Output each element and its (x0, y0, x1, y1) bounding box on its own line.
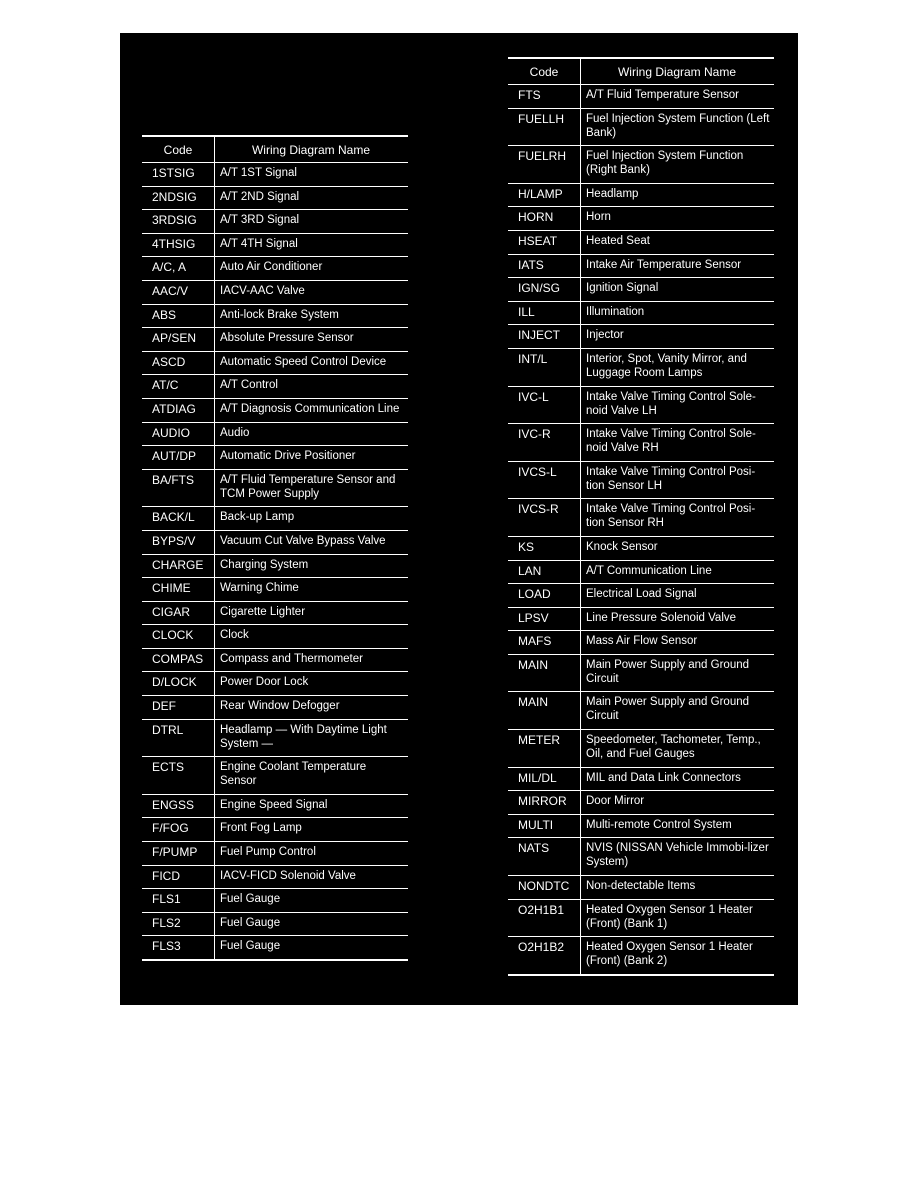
row-name: Front Fog Lamp (214, 818, 408, 841)
table-row (508, 791, 774, 815)
table-header (508, 57, 774, 85)
row-code: NATS (518, 841, 550, 856)
row-code: ASCD (152, 354, 186, 369)
table-row (142, 446, 408, 470)
row-code: DEF (152, 699, 176, 714)
row-code: IVCS-L (518, 464, 557, 479)
header-name: Wiring Diagram Name (251, 142, 371, 157)
row-name: Multi-remote Control System (580, 815, 774, 838)
row-code: O2H1B1 (518, 902, 565, 917)
table-row (508, 387, 774, 425)
row-name: MIL and Data Link Connectors (580, 768, 774, 791)
table-row (508, 768, 774, 792)
row-name: A/T Communication Line (580, 561, 774, 584)
table-row (508, 584, 774, 608)
table-row (508, 608, 774, 632)
table-row (142, 649, 408, 673)
table-row (508, 655, 774, 693)
table-row (142, 720, 408, 758)
row-name: Non-detectable Items (580, 876, 774, 899)
row-name: Rear Window Defogger (214, 696, 408, 719)
row-name: Door Mirror (580, 791, 774, 814)
row-code: HSEAT (518, 233, 558, 248)
row-name: Anti-lock Brake System (214, 305, 408, 328)
table-row (508, 561, 774, 585)
table-row (508, 900, 774, 938)
table-row (508, 692, 774, 730)
row-name: Knock Sensor (580, 537, 774, 560)
row-name: Fuel Injection System Function (Right Bank) (580, 146, 774, 183)
table-row (508, 146, 774, 184)
row-code: BYPS/V (152, 533, 196, 548)
row-code: AAC/V (152, 283, 189, 298)
row-code: CHIME (152, 581, 191, 596)
row-code: MAIN (518, 695, 548, 710)
row-name: Horn (580, 207, 774, 230)
row-name: Illumination (580, 302, 774, 325)
table-row (142, 234, 408, 258)
row-code: HORN (518, 210, 554, 225)
table-row (508, 349, 774, 387)
row-name: Fuel Gauge (214, 889, 408, 912)
table-row (508, 278, 774, 302)
table-row (142, 507, 408, 531)
row-code: ATDIAG (152, 401, 196, 416)
row-code: F/PUMP (152, 845, 198, 860)
row-code: BACK/L (152, 510, 195, 525)
row-code: FLS1 (152, 892, 181, 907)
table-row (142, 842, 408, 866)
table-row (142, 187, 408, 211)
table-row (142, 818, 408, 842)
row-name: Fuel Gauge (214, 913, 408, 936)
table-row (508, 231, 774, 255)
row-name: Main Power Supply and Ground Circuit (580, 655, 774, 692)
row-code: FTS (518, 88, 541, 102)
table-row (142, 328, 408, 352)
row-code: IGN/SG (518, 281, 561, 296)
row-code: F/FOG (152, 821, 189, 836)
row-code: FUELRH (518, 149, 567, 164)
row-name: Electrical Load Signal (580, 584, 774, 607)
row-code: FLS3 (152, 939, 181, 954)
row-name: Audio (214, 423, 408, 446)
row-code: MAIN (518, 657, 548, 672)
row-name: A/T 3RD Signal (214, 210, 408, 233)
row-name: Automatic Drive Positioner (214, 446, 408, 469)
row-code: ECTS (152, 760, 185, 775)
table-row (508, 207, 774, 231)
row-code: METER (518, 733, 560, 748)
row-name: Warning Chime (214, 578, 408, 601)
table-row (142, 795, 408, 819)
table-row (508, 424, 774, 462)
row-code: CIGAR (152, 604, 191, 619)
row-code: 4THSIG (152, 236, 196, 251)
table-row (508, 937, 774, 975)
row-name: Fuel Gauge (214, 936, 408, 959)
table-row (142, 470, 408, 508)
table-row (508, 85, 774, 109)
row-name: Clock (214, 625, 408, 648)
row-code: FLS2 (152, 915, 181, 930)
table-row (142, 423, 408, 447)
row-code: AUT/DP (152, 449, 197, 464)
row-code: 1STSIG (152, 166, 195, 180)
row-code: LOAD (518, 587, 551, 602)
row-code: BA/FTS (152, 472, 195, 487)
table-row (142, 352, 408, 376)
row-code: INJECT (518, 328, 560, 343)
row-name: NVIS (NISSAN Vehicle Immobi-lizer System) (580, 838, 774, 875)
row-name: Interior, Spot, Vanity Mirror, and Luggage Room Lamps (580, 349, 774, 386)
row-name: Intake Air Temperature Sensor (580, 255, 774, 278)
table-row (142, 305, 408, 329)
row-name: A/T 2ND Signal (214, 187, 408, 210)
row-code: CHARGE (152, 557, 204, 572)
row-code: FICD (152, 868, 180, 883)
row-code: 2NDSIG (152, 189, 197, 204)
row-code: INT/L (518, 351, 548, 366)
table-row (142, 375, 408, 399)
row-code: D/LOCK (152, 675, 197, 690)
table-row (508, 876, 774, 900)
row-code: IVC-R (518, 427, 551, 442)
row-name: Back-up Lamp (214, 507, 408, 530)
row-name: Intake Valve Timing Control Posi-tion Sensor RH (580, 499, 774, 536)
table-row (142, 696, 408, 720)
table-row (142, 555, 408, 579)
row-code: O2H1B2 (518, 940, 565, 955)
row-name: Ignition Signal (580, 278, 774, 301)
row-code: COMPAS (152, 651, 204, 666)
row-name: Headlamp (580, 184, 774, 207)
table-row (142, 672, 408, 696)
wiring-code-table-right (508, 57, 774, 976)
table-row (142, 578, 408, 602)
row-code: IVC-L (518, 389, 549, 404)
wiring-code-table-left (142, 135, 408, 961)
row-name: Power Door Lock (214, 672, 408, 695)
table-row (508, 184, 774, 208)
row-name: Line Pressure Solenoid Valve (580, 608, 774, 631)
table-row (142, 163, 408, 187)
row-code: 3RDSIG (152, 213, 197, 228)
row-code: FUELLH (518, 111, 565, 126)
row-name: IACV-FICD Solenoid Valve (214, 866, 408, 889)
row-name: Heated Oxygen Sensor 1 Heater (Front) (Bank 2) (580, 937, 774, 974)
header-name: Wiring Diagram Name (617, 64, 737, 79)
row-code: H/LAMP (518, 186, 563, 201)
document-page-panel (120, 33, 798, 1005)
row-code: IVCS-R (518, 502, 559, 517)
row-name: Cigarette Lighter (214, 602, 408, 625)
row-code: ILL (518, 304, 535, 319)
row-name: Fuel Pump Control (214, 842, 408, 865)
row-code: AT/C (152, 378, 179, 393)
row-name: Main Power Supply and Ground Circuit (580, 692, 774, 729)
table-row (508, 838, 774, 876)
row-name: Vacuum Cut Valve Bypass Valve (214, 531, 408, 554)
table-row (142, 210, 408, 234)
row-code: ENGSS (152, 797, 195, 812)
row-code: IATS (518, 257, 544, 272)
row-name: A/T Diagnosis Communication Line (214, 399, 408, 422)
table-row (508, 730, 774, 768)
row-name: Compass and Thermometer (214, 649, 408, 672)
row-code: AUDIO (152, 425, 191, 440)
table-row (508, 499, 774, 537)
row-code: MIL/DL (518, 770, 557, 785)
row-name: Intake Valve Timing Control Posi-tion Sensor LH (580, 462, 774, 499)
table-row (508, 815, 774, 839)
table-row (142, 399, 408, 423)
row-name: A/T 1ST Signal (214, 163, 408, 186)
row-name: Injector (580, 325, 774, 348)
row-code: ABS (152, 307, 177, 322)
table-row (142, 889, 408, 913)
table-row (142, 936, 408, 960)
row-name: Intake Valve Timing Control Sole-noid Valve LH (580, 387, 774, 424)
row-name: Engine Speed Signal (214, 795, 408, 818)
row-name: Headlamp — With Daytime Light System — (214, 720, 408, 757)
row-name: Auto Air Conditioner (214, 257, 408, 280)
row-name: A/T Fluid Temperature Sensor (580, 85, 774, 108)
row-code: MULTI (518, 817, 554, 832)
row-name: Heated Seat (580, 231, 774, 254)
table-row (508, 537, 774, 561)
row-name: Speedometer, Tachometer, Temp., Oil, and Fuel Gauges (580, 730, 774, 767)
row-name: Mass Air Flow Sensor (580, 631, 774, 654)
table-header (142, 135, 408, 163)
row-name: Fuel Injection System Function (Left Bank) (580, 109, 774, 146)
row-name: Engine Coolant Temperature Sensor (214, 757, 408, 794)
row-code: DTRL (152, 722, 184, 737)
row-name: Automatic Speed Control Device (214, 352, 408, 375)
table-row (508, 631, 774, 655)
row-name: Heated Oxygen Sensor 1 Heater (Front) (Bank 1) (580, 900, 774, 937)
row-name: IACV-AAC Valve (214, 281, 408, 304)
row-name: Intake Valve Timing Control Sole-noid Valve RH (580, 424, 774, 461)
table-row (142, 531, 408, 555)
header-code: Code (163, 142, 193, 157)
table-row (508, 255, 774, 279)
header-code: Code (529, 64, 559, 79)
table-row (142, 625, 408, 649)
row-code: AP/SEN (152, 331, 197, 346)
table-row (508, 109, 774, 147)
row-name: A/T Control (214, 375, 408, 398)
row-code: MIRROR (518, 794, 567, 809)
row-code: NONDTC (518, 879, 570, 894)
table-row (142, 757, 408, 795)
table-row (142, 281, 408, 305)
table-row (508, 325, 774, 349)
row-name: A/T 4TH Signal (214, 234, 408, 257)
row-code: CLOCK (152, 628, 194, 643)
row-name: Absolute Pressure Sensor (214, 328, 408, 351)
row-name: A/T Fluid Temperature Sensor and TCM Power Supply (214, 470, 408, 507)
row-code: KS (518, 539, 535, 554)
row-name: Charging System (214, 555, 408, 578)
table-row (508, 302, 774, 326)
table-row (142, 866, 408, 890)
table-row (142, 913, 408, 937)
row-code: A/C, A (152, 260, 187, 275)
row-code: MAFS (518, 634, 552, 649)
row-code: LPSV (518, 610, 549, 625)
table-row (142, 602, 408, 626)
table-row (508, 462, 774, 500)
row-code: LAN (518, 563, 542, 578)
table-row (142, 257, 408, 281)
